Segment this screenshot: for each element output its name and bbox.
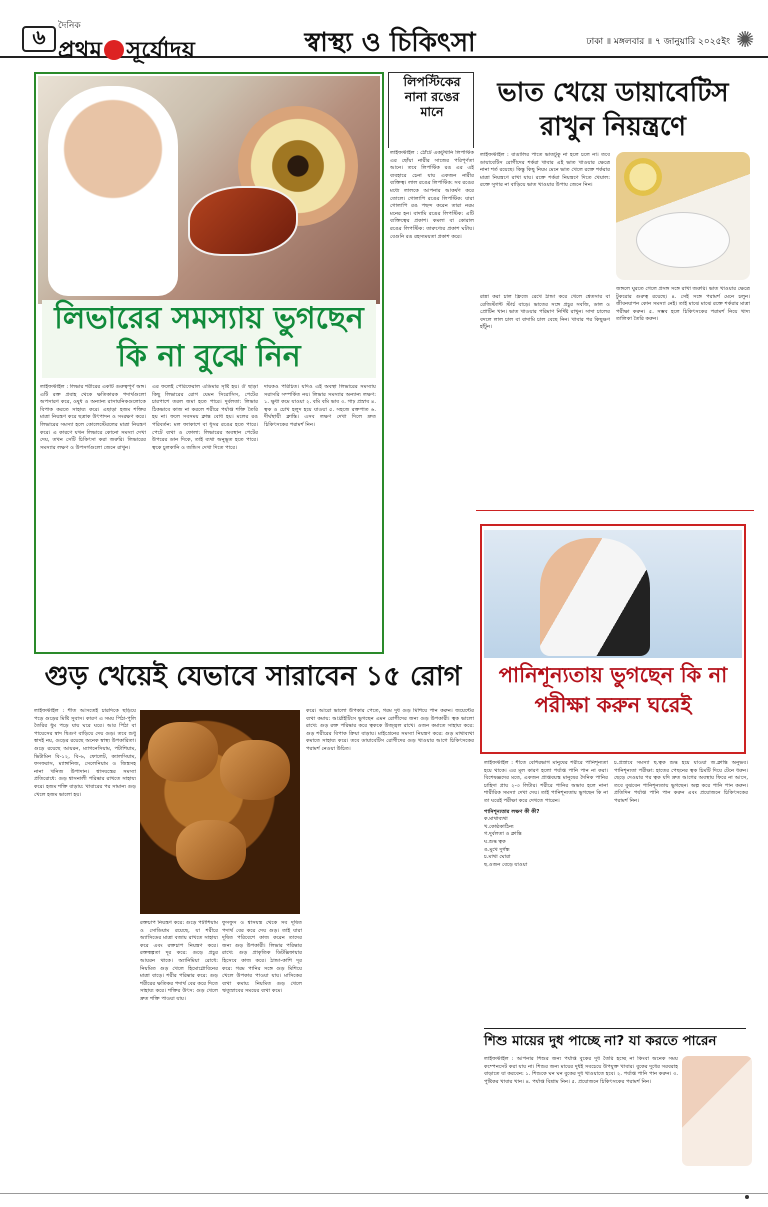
dehydration-column-2: চ.প্রস্রাবে সমস্যা ছ.ত্বক শুষ্ক হয়ে যাওয়া জ.ক্লান্তি অনুভব। পানিশূন্যতা পরীক্ষা: হাতের পেছনের ত্বক চিমটি দিয়ে টেনে ধরুন। ছেড়ে দেওয়ার পর ত্বক যদি দ্রুত আগের অবস্থায় ফিরে না আসে, তবে বুঝবেন পানিশূন্যতায় ভুগছেন। অল্প করে পানি পান করুন। প্রতিদিন পর্যাপ্ত পানি পান করুন এবং প্রয়োজনে চিকিৎসকের পরামর্শ নিন। (614, 760, 748, 804)
liver-headline: লিভারের সমস্যায় ভুগছেন কি না বুঝে নিন (42, 300, 376, 378)
diabetes-column-1: লাইফস্টাইল : বাঙালির পাতে ভাতটুকু না হলে চলে না। তবে ডায়াবেটিস রোগীদের শর্করা খাবার এই ভাত খাওয়ার ক্ষেত্রে নানা শর্ত রয়েছে। কিন্তু কিছু নিয়ম মেনে ভাত খেলে রক্তে শর্করার মাত্রা নিয়ন্ত্রণে রাখা যায়। রক্তে শর্করা নিয়ন্ত্রণে দিতে খেয়াল: রক্তে সুগার না বাড়িয়ে ভাত খাওয়ার উপায় জেনে নিন। (480, 152, 610, 189)
water-drinking-photo (484, 530, 742, 658)
rice-plate (636, 212, 730, 268)
diabetes-column-2: রান্না করা চাল ফ্রিজে রেখে ঠান্ডা করে খেলে শ্বেতসার বা রেজিস্ট্যান্ট স্টার্চ বাড়ে। ভাতের সঙ্গে প্রচুর সবজি, ডাল ও প্রোটিন খান। ভাত খাওয়ার পরিমাণ নির্দিষ্ট রাখুন। সাদা চালের বদলে লাল চাল বা বাদামি চাল বেছে নিন। খাবার পর কিছুক্ষণ হাঁটুন। (480, 294, 610, 331)
diabetes-headline: ভাত খেয়ে ডায়াবেটিস রাখুন নিয়ন্ত্রণে (497, 78, 729, 142)
logo-part2: সূর্যোদয় (126, 38, 196, 63)
lipstick-headline: লিপস্টিকের নানা রঙের মানে (403, 74, 461, 119)
liver-column-2: এর ফলেই পেরিফেরাল এডিমার সৃষ্টি হয়। ঔ ছাড়া কিছু লিভারের রোগ যেমন সিরোসিস, পেটের চারপাশে তরল জমা হতে পারে। দুর্বলতা: লিভার ঠিকভাবে কাজ না করলে শরীরে পর্যাপ্ত শক্তি তৈরি হয় না। ফলে সবসময় ক্লান্ত বোধ হয়। মলের রঙ পরিবর্তন: মল ফ্যাকাশে বা ধূসর রঙের হতে পারে। পেটে ব্যথা ও ফোলা: লিভারের অবস্থান পেটের উপরের ডান দিকে, তাই ব্যথা অনুভূত হতে পারে। ত্বকে চুলকানি ও জন্ডিস দেখা দিতে পারে। (152, 384, 258, 451)
dehydration-intro: লাইফস্টাইল : শীতে বেশিরভাগ মানুষের শরীরে পানিশূন্যতা হয়ে থাকে। এর মূল কারণ হলো পর্যাপ্ত পানি পান না করা। বিশেষজ্ঞদের মতে, একজন প্রাপ্তবয়স্ক মানুষের দৈনিক পানির চাহিদা প্রায় ২-৩ লিটার। শরীরে পানির অভাব হলে নানা শারীরিক সমস্যা দেখা দেয়। তাই পানিশূন্যতায় ভুগছেন কি না তা ঘরেই পরীক্ষা করে দেখতে পারেন। (484, 760, 608, 804)
woman-drinking (540, 538, 650, 656)
jaggery-headline: গুড় খেয়েই যেভাবে সারাবেন ১৫ রোগ (44, 661, 462, 692)
mother-baby-photo (682, 1056, 752, 1166)
page-number: ৬ (22, 26, 56, 52)
lemon-slice (624, 158, 662, 196)
sunburst-icon: ✺ (736, 28, 755, 53)
dehydration-list-item: ছ.ওজন বেড়ে যাওয়া (484, 861, 528, 868)
divider (476, 510, 754, 511)
dehydration-column-1 (484, 760, 608, 1022)
breastmilk-body: লাইফস্টাইল : আপনার শিশুর জন্য পর্যাপ্ত বুকের দুধ তৈরি হচ্ছে না কিংবা অনেক সময় কম্পেনসেট করা যায় না। শিশুর জন্য মায়ের দুধই সবচেয়ে উপযুক্ত খাবার। বুকের দুধের সরবরাহ বাড়াতে যা করবেন: ১. শিশুকে ঘন ঘন বুকের দুধ খাওয়াতে হবে। ২. পর্যাপ্ত পানি পান করুন। ৩. পুষ্টিকর খাবার খান। ৪. পর্যাপ্ত বিশ্রাম নিন। ৫. প্রয়োজনে চিকিৎসকের পরামর্শ নিন। (484, 1056, 678, 1085)
dehydration-list-item: ঘ.শুষ্ক ত্বক (484, 838, 506, 845)
jaggery-column-3: ফুসফুস ও শ্বাসযন্ত্র থেকে সব দূষিত পদার্থ বের করে দেয় গুড়। তাই যারা দূষিত পরিবেশে কাজ করেন তাদের জন্য গুড় উপকারী। লিভার পরিষ্কার রাখে: গুড় প্রাকৃতিক ডিটক্সিফায়ার হিসেবে কাজ করে। ঠান্ডা-কাশি দূর করে: গরম পানির সঙ্গে গুড় মিশিয়ে খেলে উপকার পাওয়া যায়। মাসিকের ব্যথা কমায়: নিয়মিত গুড় খেলে ঋতুস্রাবের সময়ের ব্যথা কমে। (222, 920, 302, 995)
dehydration-list-item: চ.মাথা ঘোরা (484, 854, 511, 861)
rice-photo (616, 152, 750, 280)
jaggery-column-4: করে। আরো ভালো উপকার পেতে, গরম দুধ গুড় মিশিয়ে পান করুন। জয়েন্টের ব্যথা কমায়: আর্থ্রাইটিসে ভুগছেন এমন রোগীদের জন্য গুড় উপকারী। ত্বক ভালো রাখে: গুড় রক্ত পরিষ্কার করে ত্বককে উজ্জ্বল রাখে। ওজন কমাতে সাহায্য করে: গুড় শরীরের বিপাক ক্রিয়া বাড়ায়। মাইগ্রেনের সমস্যা নিয়ন্ত্রণ করে: গুড় মাথাব্যথা কমাতে সাহায্য করে। তবে ডায়াবেটিস রোগীদের গুড় খাওয়ার আগে চিকিৎসকের পরামর্শ নেওয়া উচিত। (306, 708, 474, 752)
jaggery-lump (148, 722, 218, 782)
man-figure (48, 86, 178, 296)
newspaper-logo (58, 18, 248, 63)
liver-column-3: দায়কও পরিচিত। যদিও এই অবস্থা লিভারের সমস্যায় সরাসরি সম্পর্কিত নয়। লিভার সমস্যার অন্যান্য লক্ষণ: ১. ক্ষুধা কমে যাওয়া ২. বমি বমি ভাব ৩. গাঢ় প্রস্রাব ৪. ত্বক ও চোখ হলুদ হয়ে যাওয়া ৫. সহজে রক্তপাত ৬. দীর্ঘস্থায়ী ক্লান্তি। এসব লক্ষণ দেখা দিলে দ্রুত চিকিৎসকের পরামর্শ নিন। (264, 384, 376, 428)
dehydration-list-item: খ.কোষ্ঠকাঠিন্য (484, 823, 514, 830)
liver-illustration (188, 186, 298, 256)
dehydration-headline: পানিশূন্যতায় ভুগছেন কি না পরীক্ষা করুন ঘরেই (484, 660, 742, 748)
jaggery-lump (220, 740, 290, 800)
footer-rule (0, 1193, 768, 1194)
jaggery-column-1: লাইফস্টাইল : শীত আসতেই চারদিকে ছড়িয়ে পড়ে গুড়ের মিষ্টি সুবাস। কারণ এ সময় পিঠা-পুলি তৈরির ধুম পড়ে যায় ঘরে ঘরে। আর পিঠা বা পায়েসের স্বাদ দ্বিগুণ বাড়িয়ে দেয় গুড়। তবে শুধু স্বাদই নয়, গুড়ের রয়েছে অনেক স্বাস্থ্য উপকারিতা। গুড়ে রয়েছে আয়রন, ম্যাগনেসিয়াম, পটাশিয়াম, ভিটামিন বি-১২, বি-৬, ফোলেট, ক্যালসিয়াম, ফসফরাস, ম্যাঙ্গানিজ, সেলেনিয়াম ও জিঙ্কসহ নানা খনিজ উপাদান। শ্বাসযন্ত্রের সমস্যা প্রতিরোধে: গুড় শ্বাসনালী পরিষ্কার রাখতে সাহায্য করে। হজম শক্তি বাড়ায়: খাবারের পর সামান্য গুড় খেলে হজম ভালো হয়। (34, 708, 136, 798)
logo-small-text: দৈনিক (58, 21, 81, 31)
dehydration-list-title: পানিশূন্যতার লক্ষণ কী কী? (484, 808, 540, 815)
logo-part1: প্রথম (58, 38, 103, 63)
dehydration-list-item: গ.দুর্বলতা ও ক্লান্তি (484, 831, 522, 838)
liver-column-1: লাইফস্টাইল : লিভার শরীরের একটি গুরুত্বপূর্ণ অঙ্গ। এটি রক্ত প্রবাহ থেকে ক্ষতিকারক পদার্থগুলো অপসারণ করে, ওষুধ ও অন্যান্য রাসায়নিকগুলোকে বিপাক করতে সাহায্য করে। এছাড়া হজম শক্তির মাত্রা নিয়ন্ত্রণ করে ছত্রাক উৎপাদন ও সংরক্ষণ করে। লিভারের সমস্যা হলে কোলেস্টেরলের মাত্রা নিয়ন্ত্রণ করে। এ কারণে যখন লিভারে কোনো সমস্যা দেখা দেয়, তখন সেটি চিকিৎসা করা জরুরি। লিভারের সমস্যার লক্ষণ ও উপসর্গগুলো জেনে রাখুন। (40, 384, 146, 451)
dateline: ঢাকা ॥ মঙ্গলবার ॥ ৭ জানুয়ারি ২০২৫ইং (586, 37, 730, 47)
lipstick-body: লাইফস্টাইল : ঠোঁটে একটুখানি লিপস্টিক এর ছোঁয়া নারীর সাজের পরিপূর্ণতা আনে। তবে লিপস্টিক রঙ এর এই ব্যবহারে চেনা যায় একজন নারীর ব্যক্তিত্ব। লাল রঙের লিপস্টিক: সব রঙের মধ্যে লালকে আপনার আকর্ষণ করে তোলে। গোলাপি রঙের লিপস্টিক: যারা গোলাপি রঙ পছন্দ করেন তারা নরম মনের হন। বাদামি রঙের লিপস্টিক: এটি ব্যক্তিত্বের প্রকাশ। কমলা বা কোরাল রঙের লিপস্টিক: তারুণ্যের প্রকাশ ঘটায়। বেগুনি রঙ রহস্যময়তা প্রকাশ করে। (390, 150, 474, 240)
jaggery-photo (140, 710, 300, 914)
sun-icon (104, 40, 124, 60)
dehydration-list-item: ঙ.মুখে দুর্গন্ধ (484, 846, 510, 853)
section-title: স্বাস্থ্য ও চিকিৎসা (304, 28, 476, 58)
liver-photo (38, 76, 380, 304)
breastmilk-headline: শিশু মায়ের দুধ পাচ্ছে না? যা করতে পারেন (484, 1028, 746, 1051)
jaggery-lump (176, 820, 246, 880)
footer-dot (745, 1195, 749, 1199)
dehydration-list-item: ক.মাথাব্যথা (484, 816, 508, 823)
diabetes-column-3: জঙ্গলে ঘুরতে গেলে প্রসঙ্গ সঙ্গে রাখা জরুরি। ভাত খাওয়ার ক্ষেত্রে টুকরোর গুরুত্ব রয়েছে। ৪. সেই সঙ্গে পরামর্শ মেনে চলুন। জীবনযাপন কোন সমস্যা নেই। তাই মাঝে মাঝে রক্তে শর্করার মাত্রা পরীক্ষা করুন। ৫. সম্ভব হলে চিকিৎসকের পরামর্শ নিয়ে খাদ্য তালিকা তৈরি করুন। (616, 286, 750, 323)
jaggery-column-2: রক্তচাপ নিয়ন্ত্রণ করে: গুড়ে পটাশিয়াম ও সোডিয়াম রয়েছে, যা শরীরে অ্যাসিডের মাত্রা বজায় রাখতে সাহায্য করে এবং রক্তচাপ নিয়ন্ত্রণ করে। রক্তস্বল্পতা দূর করে: গুড়ে প্রচুর আয়রন থাকে। অ্যানিমিয়া রোধে: নিয়মিত গুড় খেলে হিমোগ্লোবিনের মাত্রা বাড়ে। শরীর পরিষ্কার করে: গুড় শরীরের ক্ষতিকর পদার্থ বের করে দিতে সাহায্য করে। শক্তির উৎস: গুড় খেলে দ্রুত শক্তি পাওয়া যায়। (140, 920, 218, 1002)
